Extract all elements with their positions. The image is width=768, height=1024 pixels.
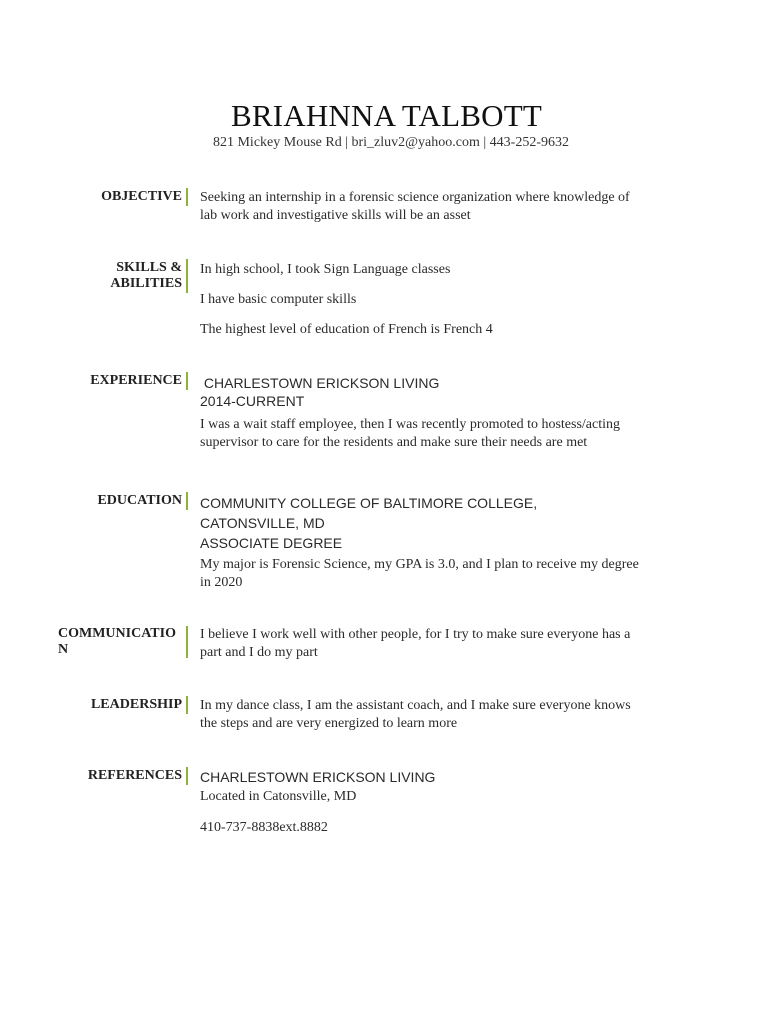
section-rule-education: [186, 492, 188, 510]
section-label-education: EDUCATION: [97, 493, 182, 508]
contact-line: 821 Mickey Mouse Rd | bri_zluv2@yahoo.com | 443-252-9632: [212, 135, 569, 150]
objective-text: [200, 189, 650, 225]
leadership-text: [200, 697, 640, 733]
skills-list: [200, 261, 650, 339]
section-rule-communication: [186, 626, 188, 658]
leadership-paragraph: In my dance class, I am the assistant coach, and I make sure everyone knows the steps and are very energized to learn more: [200, 698, 631, 731]
experience-dates: 2014-CURRENT: [200, 393, 305, 409]
section-rule-objective: [186, 188, 188, 206]
section-label-communication: [58, 626, 186, 658]
reference-name: CHARLESTOWN ERICKSON LIVING: [200, 769, 436, 785]
references-entry: [200, 768, 650, 837]
experience-description: I was a wait staff employee, then I was recently promoted to hostess/acting supervisor to care for the residents and make sure their needs are met: [200, 417, 621, 450]
section-rule-experience: [186, 372, 188, 390]
skill-item: The highest level of education of French is French 4: [200, 322, 493, 337]
education-school-line1: COMMUNITY COLLEGE OF BALTIMORE COLLEGE,: [200, 495, 538, 511]
objective-paragraph: Seeking an internship in a forensic science organization where knowledge of lab work and investigative skills will be an asset: [200, 190, 630, 223]
skill-item: In high school, I took Sign Language classes: [200, 262, 451, 277]
section-label-experience: EXPERIENCE: [90, 373, 182, 388]
section-label-skills: [110, 260, 182, 292]
skills-label-line2: ABILITIES: [110, 276, 182, 291]
education-entry: [200, 493, 640, 592]
communication-label-line2: N: [58, 642, 69, 657]
communication-text: [200, 626, 640, 662]
section-label-references: REFERENCES: [87, 768, 182, 783]
education-school-line2: CATONSVILLE, MD: [200, 515, 325, 531]
section-rule-references: [186, 767, 188, 785]
resume-name: BRIAHNNA TALBOTT: [230, 98, 542, 133]
section-label-objective: OBJECTIVE: [101, 189, 182, 204]
skills-label-line1: SKILLS &: [116, 260, 182, 275]
reference-location: Located in Catonsville, MD: [200, 789, 357, 804]
experience-entry: [200, 374, 630, 452]
experience-employer: CHARLESTOWN ERICKSON LIVING: [200, 375, 440, 391]
education-description: My major is Forensic Science, my GPA is 3.0, and I plan to receive my degree in 2020: [200, 557, 639, 590]
reference-phone: 410-737-8838ext.8882: [200, 820, 328, 835]
education-degree: ASSOCIATE DEGREE: [200, 535, 343, 551]
section-rule-skills: [186, 259, 188, 293]
section-rule-leadership: [186, 696, 188, 714]
communication-paragraph: I believe I work well with other people, for I try to make sure everyone has a part and I do my part: [200, 627, 631, 660]
communication-label-line1: COMMUNICATIO: [58, 626, 176, 641]
skill-item: I have basic computer skills: [200, 292, 357, 307]
section-label-leadership: LEADERSHIP: [90, 697, 182, 712]
